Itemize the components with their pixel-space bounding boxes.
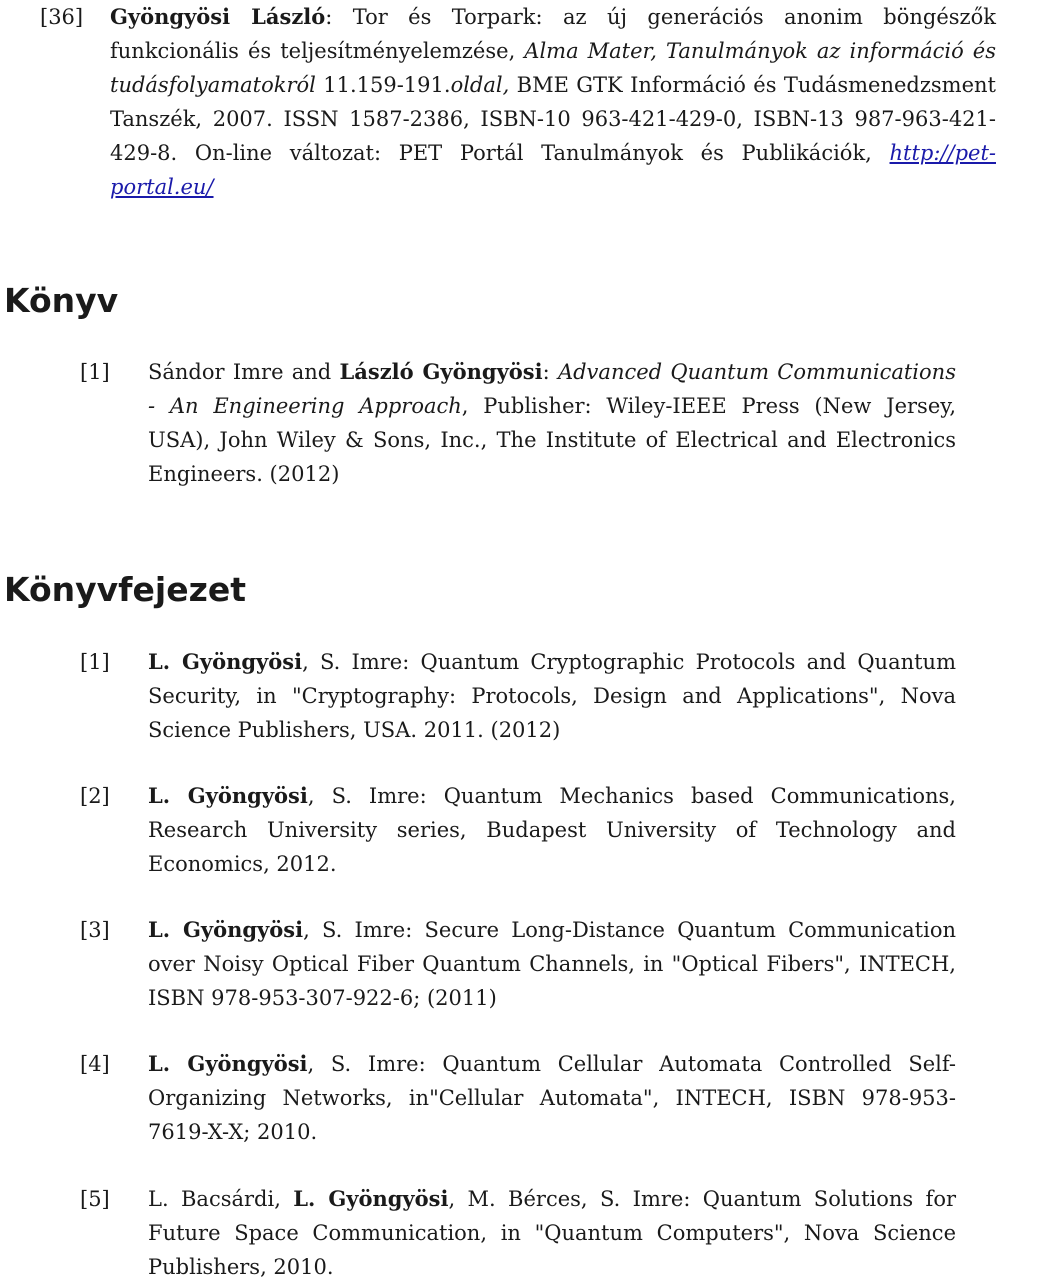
reference-text: Gyöngyösi László: Tor és Torpark: az új generációs anonim böngészők funkcionális és teljesítményelemzése, Alma Mater, Tanulmányok az információ és tudásfolyamatokról 11.159-191.oldal, BME GTK Információ és Tudásmenedzsment Tanszék, 2007. ISSN 1587-2386, ISBN-10 963-421-429-0, ISBN-13 987-963-421-429-8. On-line változat: PET Portál Tanulmányok és Publikációk, http://pet-portal.eu/ — [110, 4, 996, 199]
reference-author: Gyöngyösi László — [110, 4, 326, 29]
reference-author: L. Gyöngyösi — [148, 649, 303, 674]
chapter-entry — [80, 779, 1040, 881]
reference-text: L. Bacsárdi, L. Gyöngyösi, M. Bérces, S. Imre: Quantum Solutions for Future Space Communication, in "Quantum Computers", Nova Science Publishers, 2010. — [148, 1186, 957, 1279]
section-heading-konyvfejezet: Könyvfejezet — [4, 570, 246, 609]
reference-number: [2] — [80, 784, 110, 808]
reference-number: [4] — [80, 1052, 110, 1076]
reference-number: [36] — [40, 5, 84, 29]
section-heading-konyv: Könyv — [4, 281, 119, 320]
reference-author: László Gyöngyösi — [339, 359, 543, 384]
book-title: Advanced Quantum Communications - An Engineering Approach — [148, 360, 956, 418]
reference-number: [1] — [80, 650, 110, 674]
reference-author: L. Gyöngyösi — [148, 1051, 308, 1076]
reference-number: [1] — [80, 360, 110, 384]
reference-number: [3] — [80, 918, 110, 942]
reference-text: L. Gyöngyösi, S. Imre: Quantum Cryptographic Protocols and Quantum Security, in "Cryptography: Protocols, Design and Applications", Nova Science Publishers, USA. 2011. (2012) — [148, 649, 956, 742]
reference-text: L. Gyöngyösi, S. Imre: Quantum Cellular Automata Controlled Self-Organizing Networks, in"Cellular Automata", INTECH, ISBN 978-953-7619-X-X; 2010. — [148, 1051, 956, 1144]
reference-author: L. Gyöngyösi — [293, 1186, 449, 1211]
chapter-entry — [80, 913, 1040, 1015]
reference-author: L. Gyöngyösi — [148, 783, 308, 808]
reference-entry-36 — [40, 0, 1000, 204]
chapter-entry — [80, 1047, 1040, 1149]
reference-author: L. Gyöngyösi — [148, 917, 304, 942]
reference-text: L. Gyöngyösi, S. Imre: Quantum Mechanics based Communications, Research University series, Budapest University of Technology and Economics, 2012. — [148, 783, 956, 876]
chapter-entry — [80, 645, 1040, 747]
pet-portal-link[interactable]: http://pet-portal.eu/ — [110, 141, 996, 199]
reference-text: Sándor Imre and László Gyöngyösi: Advanced Quantum Communications - An Engineering Approach, Publisher: Wiley-IEEE Press (New Jersey, USA), John Wiley & Sons, Inc., The Institute of Electrical and Electronics Engineers. (2012) — [148, 359, 956, 486]
reference-text: L. Gyöngyösi, S. Imre: Secure Long-Distance Quantum Communication over Noisy Optical Fiber Quantum Channels, in "Optical Fibers", INTECH, ISBN 978-953-307-922-6; (2011) — [148, 917, 956, 1010]
book-entry — [80, 355, 1040, 491]
chapter-entry — [80, 1182, 1040, 1284]
journal-title: Alma Mater, Tanulmányok az információ és tudásfolyamatokról — [110, 39, 996, 97]
reference-number: [5] — [80, 1187, 110, 1211]
